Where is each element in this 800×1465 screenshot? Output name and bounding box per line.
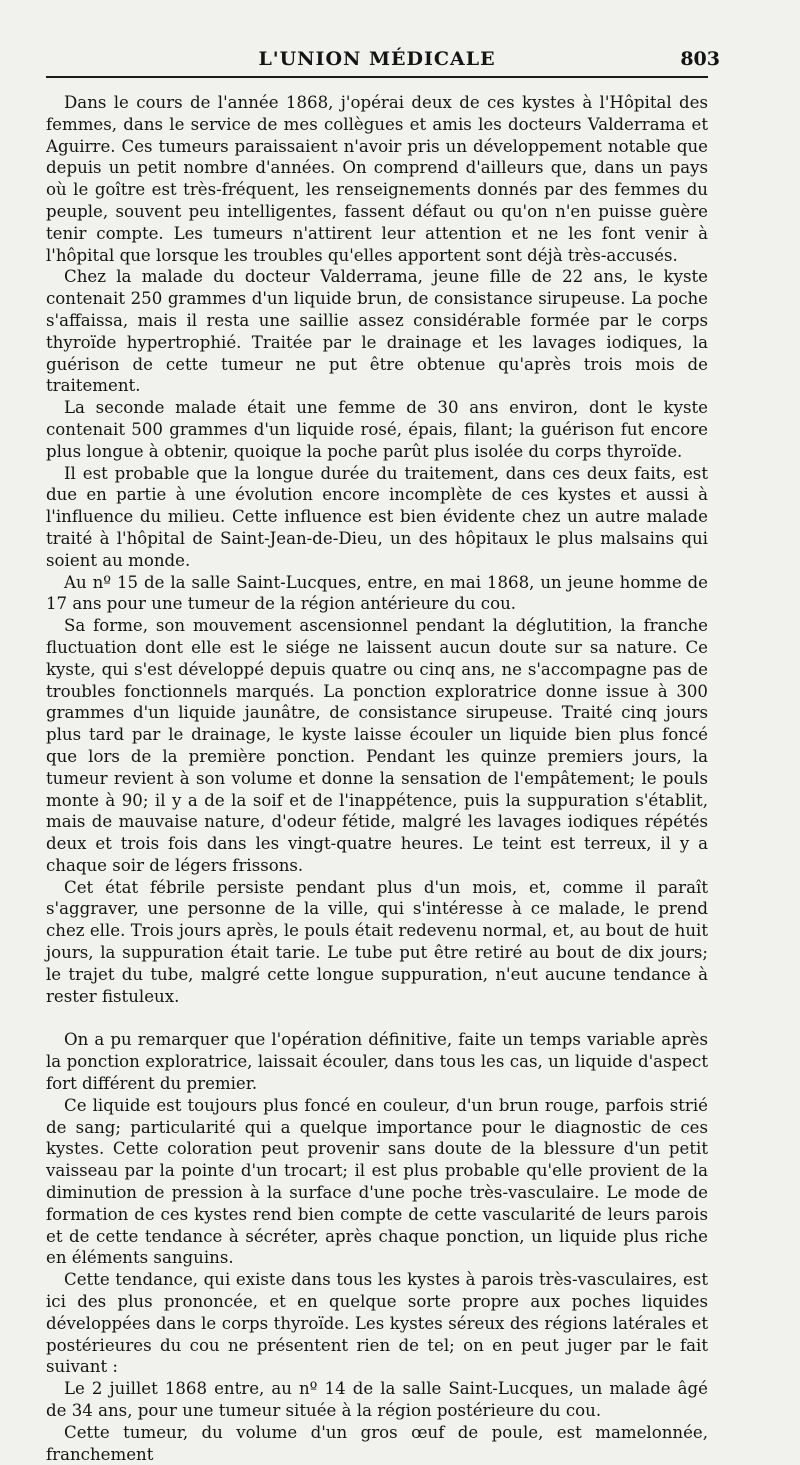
paragraph: Sa forme, son mouvement ascensionnel pendant la déglutition, la franche fluctuation dont elle est le siége ne laissent aucun doute sur sa nature. Ce kyste, qui s'est développé depuis quatre ou cinq ans, ne s'accompagne pas de troubles fonctionnels marqués. La ponction exploratrice donne issue à 300 grammes d'un liquide jaunâtre, de consistance sirupeuse. Traité cinq jours plus tard par le drainage, le kyste laisse écouler un liquide bien plus foncé que lors de la première ponction. Pendant les quinze premiers jours, la tumeur revient à son volume et donne la sensation de l'empâtement; le pouls monte à 90; il y a de la soif et de l'inappétence, puis la suppuration s'établit, mais de mauvaise nature, d'odeur fétide, malgré les lavages iodiques répétés deux et trois fois dans les vingt-quatre heures. Le teint est terreux, il y a chaque soir de légers frissons. <box>46 616 708 875</box>
page-header <box>46 42 720 78</box>
paragraph: Cette tendance, qui existe dans tous les kystes à parois très-vasculaires, est ici des plus prononcée, et en quelque sorte propre aux poches liquides développées dans le corps thyroïde. Les kystes séreux des régions latérales et postérieures du cou ne présentent rien de tel; on en peut juger par le fait suivant : <box>46 1270 708 1377</box>
paragraph: Cet état fébrile persiste pendant plus d'un mois, et, comme il paraît s'aggraver, une personne de la ville, qui s'intéresse à ce malade, le prend chez elle. Trois jours après, le pouls était redevenu normal, et, au bout de huit jours, la suppuration était tarie. Le tube put être retiré au bout de dix jours; le trajet du tube, malgré cette longue suppuration, n'eut aucune tendance à rester fistuleux. <box>46 877 708 1006</box>
paragraph: Le 2 juillet 1868 entre, au nº 14 de la salle Saint-Lucques, un malade âgé de 34 ans, pour une tumeur située à la région postérieure du cou. <box>46 1379 708 1421</box>
page-number: 803 <box>680 48 720 70</box>
paragraph: Chez la malade du docteur Valderrama, jeune fille de 22 ans, le kyste contenait 250 grammes d'un liquide brun, de consistance sirupeuse. La poche s'affaissa, mais il resta une saillie assez considérable formée par le corps thyroïde hypertrophié. Traitée par le drainage et les lavages iodiques, la guérison de cette tumeur ne put être obtenue qu'après trois mois de traitement. <box>46 267 708 396</box>
paragraph: La seconde malade était une femme de 30 ans environ, dont le kyste contenait 500 grammes d'un liquide rosé, épais, filant; la guérison fut encore plus longue à obtenir, quoique la poche parût plus isolée du corps thyroïde. <box>46 398 708 461</box>
paragraph: Au nº 15 de la salle Saint-Lucques, entre, en mai 1868, un jeune homme de 17 ans pour une tumeur de la région antérieure du cou. <box>46 572 708 614</box>
paragraph: Ce liquide est toujours plus foncé en couleur, d'un brun rouge, parfois strié de sang; particularité qui a quelque importance pour le diagnostic de ces kystes. Cette coloration peut provenir sans doute de la blessure d'un petit vaisseau par la pointe d'un trocart; il est plus probable qu'elle provient de la diminution de pression à la surface d'une poche très-vasculaire. Le mode de formation de ces kystes rend bien compte de cette vascularité de leurs parois et de cette tendance à sécréter, après chaque ponction, un liquide plus riche en éléments sanguins. <box>46 1095 708 1268</box>
paragraph: On a pu remarquer que l'opération définitive, faite un temps variable après la ponction exploratrice, laissait écouler, dans tous les cas, un liquide d'aspect fort différent du premier. <box>46 1030 708 1094</box>
paragraph: Dans le cours de l'année 1868, j'opérai deux de ces kystes à l'Hôpital des femmes, dans le service de mes collègues et amis les docteurs Valderrama et Aguirre. Ces tumeurs paraissaient n'avoir pris un développement notable que depuis un petit nombre d'années. On comprend d'ailleurs que, dans un pays où le goître est très-fréquent, les renseignements donnés par des femmes du peuple, souvent peu intelligentes, fassent défaut ou qu'on n'en puisse guère tenir compte. Les tumeurs n'attirent leur attention et ne les font venir à l'hôpital que lorsque les troubles qu'elles apportent sont déjà très-accusés. <box>46 93 708 265</box>
paragraph: Il est probable que la longue durée du traitement, dans ces deux faits, est due en partie à une évolution encore incomplète de ces kystes et aussi à l'influence du milieu. Cette influence est bien évidente chez un autre malade traité à l'hôpital de Saint-Jean-de-Dieu, un des hôpitaux le plus malsains qui soient au monde. <box>46 463 708 570</box>
body-text <box>46 92 708 1465</box>
paragraph: Cette tumeur, du volume d'un gros œuf de poule, est mamelonnée, franchement <box>46 1422 708 1464</box>
running-title: L'UNION MÉDICALE <box>258 48 496 70</box>
